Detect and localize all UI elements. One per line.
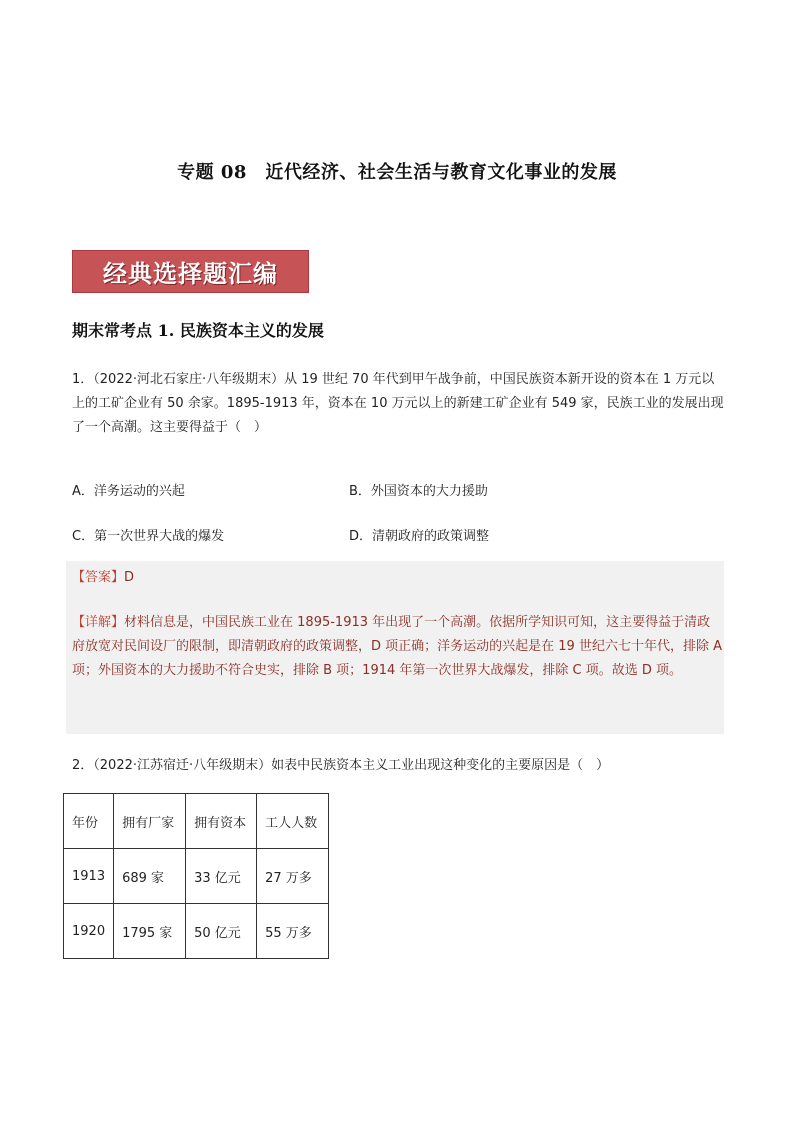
- document-title: 专题 08 近代经济、社会生活与教育文化事业的发展: [177, 162, 617, 183]
- table-header-cell: 工人人数: [257, 794, 329, 849]
- table-cell: 27 万多: [257, 849, 329, 904]
- answer-tag: 【答案】: [72, 570, 125, 585]
- table-cell: 33 亿元: [186, 849, 257, 904]
- table-row: [64, 849, 329, 904]
- question-2-text: 2．（2022·江苏宿迁·八年级期末）如表中民族资本主义工业出现这种变化的主要原因是（ ）: [72, 758, 610, 773]
- answer-value: D: [124, 570, 135, 585]
- question-1-text: 1．（2022·河北石家庄·八年级期末）从 19 世纪 70 年代到甲午战争前，中国民族资本新开设的资本在 1 万元以上的工矿企业有 50 余家。1895-1913 年，资本在 10 万元以上的新建工矿企业有 549 家，民族工业的发展出现了一个高潮。这主要得益于（ ）: [72, 372, 724, 435]
- table-cell: 689 家: [114, 849, 186, 904]
- table-cell: 55 万多: [257, 904, 329, 959]
- data-table: [63, 793, 329, 959]
- section-banner: [72, 250, 309, 293]
- table-cell: 1795 家: [114, 904, 186, 959]
- question-1-option-c: C．第一次世界大战的爆发: [72, 529, 225, 544]
- question-1-option-a: A．洋务运动的兴起: [72, 484, 185, 499]
- table-header-row: [64, 794, 329, 849]
- answer-line: [72, 566, 134, 590]
- section-heading: 期末常考点 1. 民族资本主义的发展: [72, 321, 324, 340]
- table-header-cell: 年份: [64, 794, 114, 849]
- detail-body: 材料信息是，中国民族工业在 1895-1913 年出现了一个高潮。依据所学知识可知，这主要得益于清政府放宽对民间设厂的限制，即清朝政府的政策调整，D 项正确；洋务运动的兴起是在 19 世纪六七十年代，排除 A 项；外国资本的大力援助不符合史实，排除 B 项；1914 年第一次世界大战爆发，排除 C 项。故选 D 项。: [72, 615, 722, 678]
- banner-text: 经典选择题汇编: [103, 260, 278, 288]
- question-1-option-d: D．清朝政府的政策调整: [349, 529, 490, 544]
- question-1-option-b: B．外国资本的大力援助: [349, 484, 488, 499]
- table-header-cell: 拥有厂家: [114, 794, 186, 849]
- table-cell: 1920: [64, 904, 114, 959]
- table-row: [64, 904, 329, 959]
- detail-text: [72, 611, 722, 683]
- table-cell: 50 亿元: [186, 904, 257, 959]
- table-cell: 1913: [64, 849, 114, 904]
- detail-tag: 【详解】: [72, 615, 125, 630]
- table-header-cell: 拥有资本: [186, 794, 257, 849]
